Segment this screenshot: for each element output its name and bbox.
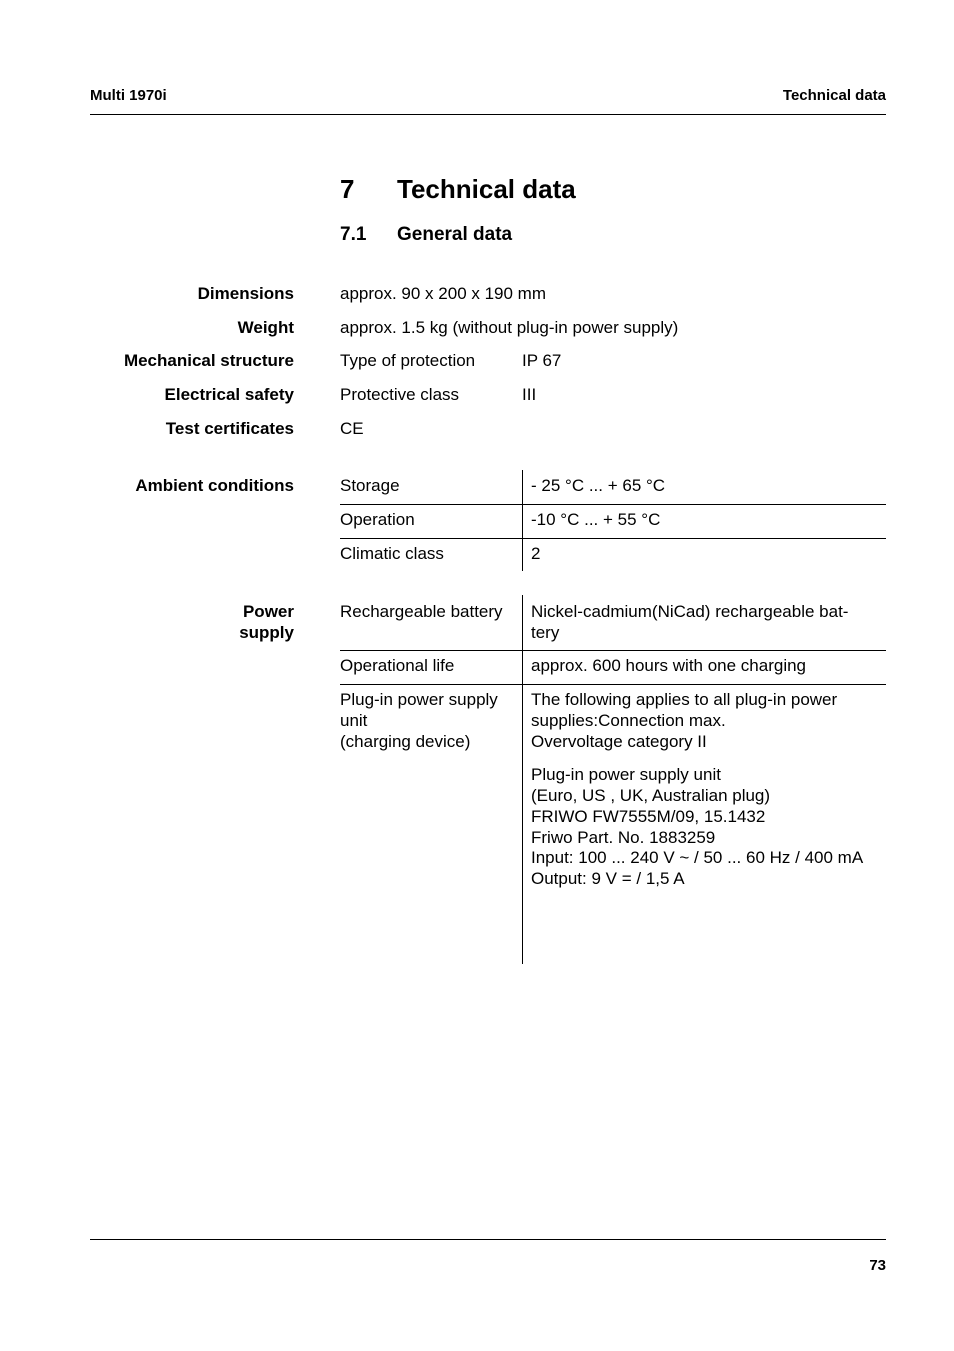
plugin-key-line: Plug-in power supply [340,690,498,709]
plugin-note-line: Overvoltage category II [531,732,707,751]
test-certificates-label: Test certificates [165,419,294,438]
plugin-key-line: (charging device) [340,732,471,751]
operational-life-key: Operational life [340,656,455,675]
plugin-spec-line: Friwo Part. No. 1883259 [531,828,716,847]
page-number: 73 [869,1257,886,1274]
section-title: General data [397,224,513,245]
power-supply-label-line2: supply [239,623,294,642]
chapter-number: 7 [340,174,355,204]
chapter-title: Technical data [397,174,576,204]
plugin-key-line: unit [340,711,368,730]
ambient-row-value: -10 °C ... + 55 °C [531,510,661,529]
ambient-table-divider [522,470,523,571]
protective-class-value: III [522,385,537,404]
ambient-conditions-label: Ambient conditions [135,476,294,495]
power-supply-label-line1: Power [242,602,294,621]
dimensions-label: Dimensions [197,284,294,303]
ambient-row-separator [340,538,886,539]
header-chapter-title: Technical data [782,87,886,104]
plugin-spec-line: (Euro, US , UK, Australian plug) [531,786,771,805]
mechanical-structure-label: Mechanical structure [123,351,294,370]
weight-label: Weight [237,318,294,337]
plugin-note-line: The following applies to all plug-in power [531,690,838,709]
ambient-row-value: 2 [531,544,541,563]
power-row-separator [340,684,886,685]
battery-key: Rechargeable battery [340,602,503,621]
header-product-name: Multi 1970i [90,87,167,104]
section-number: 7.1 [340,224,367,245]
power-row-separator [340,650,886,651]
plugin-spec-line: Input: 100 ... 240 V ~ / 50 ... 60 Hz / 400 mA [531,848,864,867]
dimensions-value: approx. 90 x 200 x 190 mm [340,284,547,303]
battery-value-line2: tery [531,623,560,642]
ambient-row-separator [340,504,886,505]
protective-class-key: Protective class [340,385,460,404]
ambient-row-value: - 25 °C ... + 65 °C [531,476,666,495]
battery-value-line1: Nickel-cadmium(NiCad) rechargeable bat- [531,602,849,621]
electrical-safety-label: Electrical safety [164,385,294,404]
protection-type-key: Type of protection [340,351,476,370]
plugin-spec-line: FRIWO FW7555M/09, 15.1432 [531,807,766,826]
test-certificates-value: CE [340,419,364,438]
plugin-spec-line: Plug-in power supply unit [531,765,721,784]
operational-life-value: approx. 600 hours with one charging [531,656,807,675]
ambient-row-key: Climatic class [340,544,444,563]
protection-type-value: IP 67 [522,351,562,370]
footer-rule [90,1239,886,1240]
ambient-row-key: Storage [340,476,400,495]
plugin-spec-line: Output: 9 V = / 1,5 A [531,869,685,888]
ambient-row-key: Operation [340,510,415,529]
header-rule [90,114,886,115]
plugin-note-line: supplies:Connection max. [531,711,726,730]
weight-value: approx. 1.5 kg (without plug-in power supply) [340,318,679,337]
